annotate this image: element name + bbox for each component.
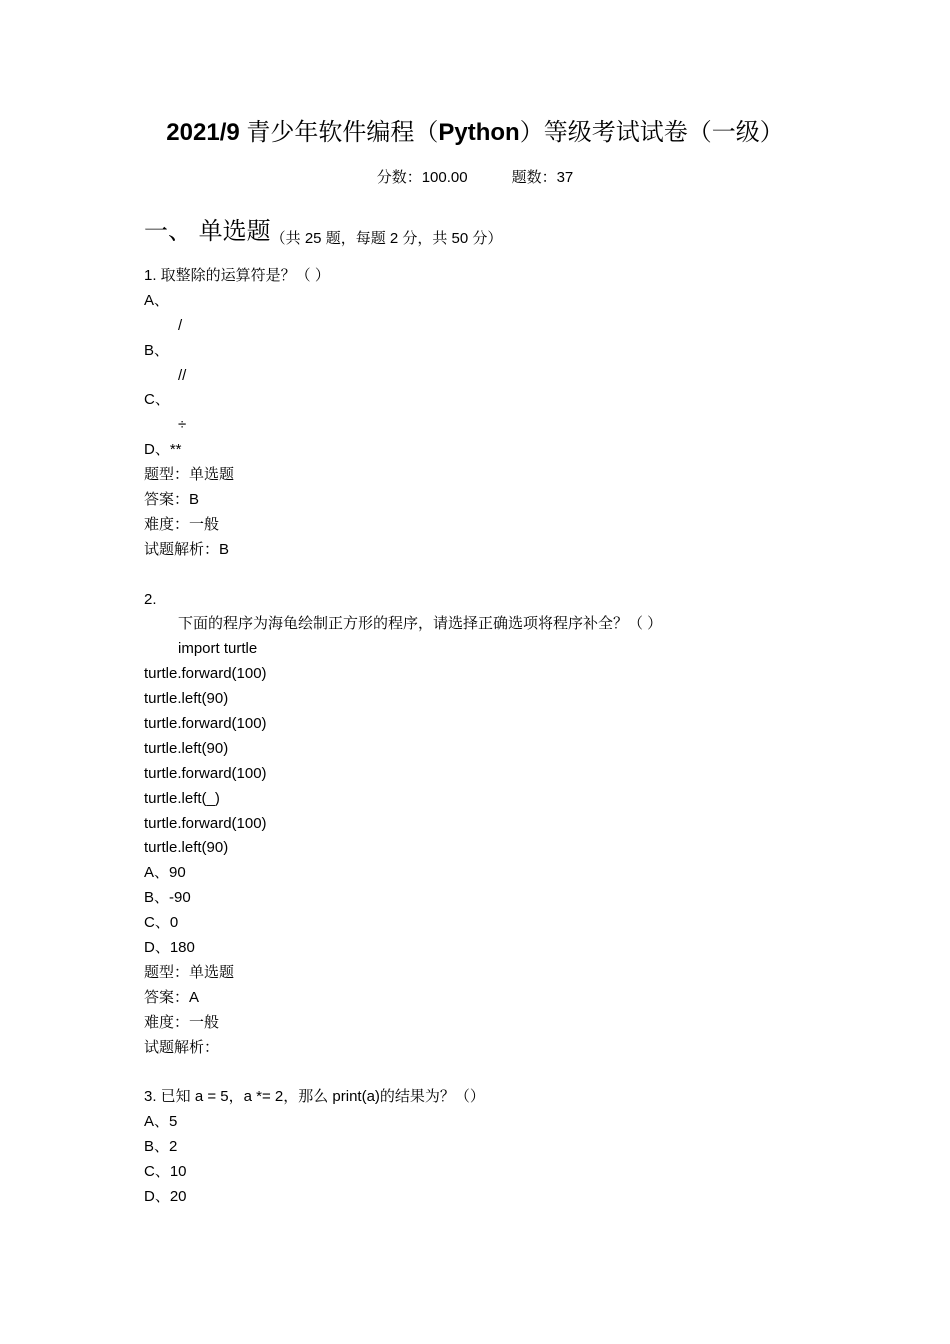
question-line: ÷ bbox=[178, 416, 187, 434]
question-line: turtle.forward(100) bbox=[144, 665, 267, 683]
title-date: 2021/9 bbox=[166, 119, 240, 146]
question-line: turtle.left(_) bbox=[144, 789, 220, 807]
question-line: A、5 bbox=[144, 1113, 178, 1131]
question-line: B、 bbox=[144, 341, 170, 359]
question-line: D、** bbox=[144, 441, 182, 459]
title-python: Python bbox=[438, 119, 520, 146]
question-line: 难度：一般 bbox=[144, 1013, 220, 1031]
question-line: 1. 取整除的运算符是？（ ） bbox=[144, 267, 330, 284]
question-line: 2. bbox=[144, 590, 157, 608]
question-line: 试题解析：B bbox=[144, 540, 230, 558]
question-line: 题型：单选题 bbox=[144, 963, 235, 981]
question-line: 答案：A bbox=[144, 988, 200, 1006]
question-count-text: 题数：37 bbox=[511, 169, 574, 186]
question-line: A、90 bbox=[144, 864, 186, 882]
question-line: 难度：一般 bbox=[144, 515, 220, 533]
section-note: （共 25 题，每题 2 分，共 50 分） bbox=[270, 230, 503, 247]
score-text: 分数：100.00 bbox=[376, 169, 468, 186]
section-heading bbox=[144, 214, 502, 257]
question-line: B、-90 bbox=[144, 889, 191, 907]
question-line: C、 bbox=[144, 391, 170, 409]
question-line: turtle.forward(100) bbox=[144, 814, 267, 832]
question-line: 题型：单选题 bbox=[144, 466, 235, 484]
question-line: turtle.forward(100) bbox=[144, 715, 267, 733]
question-line bbox=[144, 1061, 844, 1086]
question-line: 3. 已知 a = 5，a *= 2，那么 print(a)的结果为？（） bbox=[144, 1088, 485, 1106]
question-line: B、2 bbox=[144, 1138, 178, 1156]
question-line: D、180 bbox=[144, 939, 195, 957]
title-suffix: ）等级考试试卷（一级） bbox=[519, 119, 784, 146]
question-line: C、0 bbox=[144, 914, 179, 932]
question-line: A、 bbox=[144, 291, 170, 309]
question-line: 下面的程序为海龟绘制正方形的程序，请选择正确选项将程序补全？（ ） bbox=[178, 615, 663, 633]
document-title bbox=[0, 115, 950, 151]
section-title: 一、 单选题 bbox=[144, 218, 271, 245]
question-line: C、10 bbox=[144, 1163, 187, 1181]
question-list bbox=[144, 264, 844, 1210]
question-line: turtle.left(90) bbox=[144, 839, 229, 857]
question-line: 答案：B bbox=[144, 491, 200, 509]
question-line: / bbox=[178, 316, 183, 334]
question-line: // bbox=[178, 366, 187, 384]
title-main: 青少年软件编程（ bbox=[246, 119, 439, 146]
question-line bbox=[144, 563, 844, 588]
question-line: D、20 bbox=[144, 1187, 187, 1205]
exam-meta bbox=[0, 167, 950, 189]
question-line: 试题解析： bbox=[144, 1038, 220, 1056]
question-line: import turtle bbox=[178, 640, 258, 658]
question-line: turtle.left(90) bbox=[144, 739, 229, 757]
question-line: turtle.forward(100) bbox=[144, 764, 267, 782]
question-line: turtle.left(90) bbox=[144, 690, 229, 708]
